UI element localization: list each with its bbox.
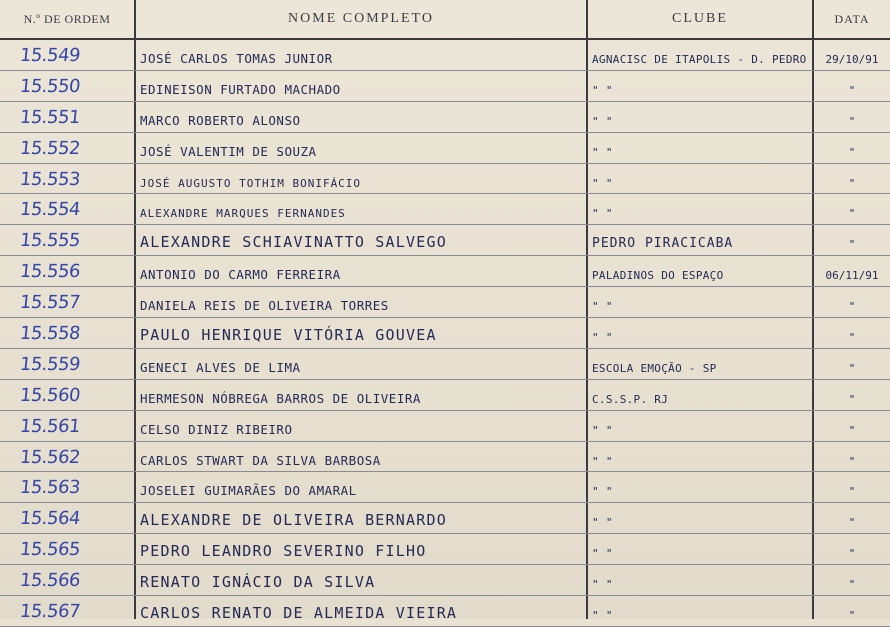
entry-number: 15.567 (18, 601, 82, 623)
table-row (0, 71, 890, 102)
entry-club: " " (592, 547, 613, 561)
entry-number: 15.556 (18, 261, 82, 283)
entry-name: ALEXANDRE MARQUES FERNANDES (140, 207, 346, 221)
header-name: NOME COMPLETO (288, 11, 434, 26)
entry-number: 15.550 (18, 75, 82, 97)
entry-date: " (848, 238, 856, 252)
entry-name: JOSÉ CARLOS TOMAS JUNIOR (140, 51, 333, 66)
entry-number: 15.562 (18, 446, 82, 468)
entry-name: RENATO IGNÁCIO DA SILVA (140, 573, 376, 592)
header-date: DATA (834, 12, 870, 26)
entry-date: " (848, 609, 856, 623)
table-row (0, 534, 890, 565)
table-row (0, 133, 890, 164)
entry-club: " " (592, 83, 613, 97)
entry-number: 15.563 (18, 477, 82, 499)
entry-name: JOSÉ AUGUSTO TOTHIM BONIFÁCIO (140, 176, 362, 190)
entry-date: " (848, 114, 856, 128)
entry-club: " " (592, 114, 613, 128)
table-row (0, 472, 890, 503)
entry-name: GENECI ALVES DE LIMA (140, 359, 301, 375)
table-row (0, 318, 890, 349)
header-club: CLUBE (672, 11, 728, 26)
entry-date: " (848, 516, 856, 530)
entry-name: PEDRO LEANDRO SEVERINO FILHO (140, 542, 427, 561)
entry-number: 15.554 (18, 199, 82, 221)
entry-club: C.S.S.P. RJ (592, 392, 669, 406)
entry-club: " " (592, 145, 613, 159)
entry-number: 15.564 (18, 508, 82, 530)
entry-name: JOSÉ VALENTIM DE SOUZA (140, 143, 317, 159)
entry-club: ESCOLA EMOÇÃO - SP (592, 361, 717, 375)
entry-date: " (848, 145, 856, 159)
header-number: N.º DE ORDEM (23, 12, 111, 26)
entry-name: DANIELA REIS DE OLIVEIRA TORRES (140, 298, 389, 314)
table-row (0, 287, 890, 318)
entry-club: " " (592, 454, 613, 468)
table-row (0, 503, 890, 534)
entry-number: 15.551 (18, 106, 82, 128)
entry-name: CARLOS RENATO DE ALMEIDA VIEIRA (140, 604, 458, 623)
entry-number: 15.561 (18, 415, 82, 437)
entry-date: " (848, 485, 856, 499)
entry-date: " (848, 578, 856, 592)
entry-date: " (848, 454, 856, 468)
entry-number: 15.557 (18, 292, 82, 314)
entry-club: " " (592, 300, 613, 314)
table-row (0, 411, 890, 442)
table-row (0, 596, 890, 627)
entry-club: " " (592, 176, 613, 190)
entry-name: CARLOS STWART DA SILVA BARBOSA (140, 452, 381, 468)
table-row (0, 194, 890, 225)
table-row (0, 442, 890, 473)
entry-number: 15.558 (18, 323, 82, 345)
table-row (0, 256, 890, 287)
entry-number: 15.555 (18, 230, 82, 252)
table-row (0, 380, 890, 411)
entry-date: " (848, 83, 856, 97)
entry-club: " " (592, 423, 613, 437)
table-row (0, 565, 890, 596)
entry-date: " (848, 392, 856, 406)
entry-name: ANTONIO DO CARMO FERREIRA (140, 267, 341, 283)
entry-number: 15.559 (18, 353, 82, 375)
entry-club: PEDRO PIRACICABA (592, 236, 734, 252)
ledger-rows (0, 40, 890, 627)
entry-date: " (848, 331, 856, 345)
entry-club: " " (592, 485, 613, 499)
table-row (0, 349, 890, 380)
entry-date: " (848, 423, 856, 437)
entry-name: EDINEISON FURTADO MACHADO (140, 81, 341, 97)
entry-club: " " (592, 516, 613, 530)
entry-number: 15.566 (18, 570, 82, 592)
entry-club: PALADINOS DO ESPAÇO (592, 269, 724, 283)
entry-club: " " (592, 331, 613, 345)
table-row (0, 40, 890, 71)
entry-name: CELSO DINIZ RIBEIRO (140, 421, 293, 437)
entry-number: 15.552 (18, 137, 82, 159)
entry-name: MARCO ROBERTO ALONSO (140, 112, 301, 128)
entry-number: 15.553 (18, 168, 82, 190)
entry-name: ALEXANDRE SCHIAVINATTO SALVEGO (140, 233, 447, 252)
entry-club: AGNACISC DE ITAPOLIS - D. PEDRO (592, 53, 807, 66)
table-row (0, 102, 890, 133)
entry-club: " " (592, 578, 613, 592)
entry-date: " (848, 547, 856, 561)
entry-club: " " (592, 609, 613, 623)
entry-number: 15.560 (18, 384, 82, 406)
entry-date: " (848, 300, 856, 314)
entry-name: ALEXANDRE DE OLIVEIRA BERNARDO (140, 511, 447, 530)
entry-name: JOSELEI GUIMARÃES DO AMARAL (140, 483, 357, 499)
entry-date: " (848, 207, 856, 221)
entry-number: 15.565 (18, 539, 82, 561)
entry-number: 15.549 (18, 45, 82, 66)
entry-date: 06/11/91 (825, 269, 879, 283)
table-row (0, 225, 890, 256)
entry-date: 29/10/91 (825, 53, 879, 66)
entry-name: HERMESON NÓBREGA BARROS DE OLIVEIRA (140, 390, 421, 406)
entry-name: PAULO HENRIQUE VITÓRIA GOUVEA (140, 326, 437, 345)
entry-date: " (848, 176, 856, 190)
table-row (0, 164, 890, 195)
entry-club: " " (592, 207, 613, 221)
entry-date: " (848, 361, 856, 375)
